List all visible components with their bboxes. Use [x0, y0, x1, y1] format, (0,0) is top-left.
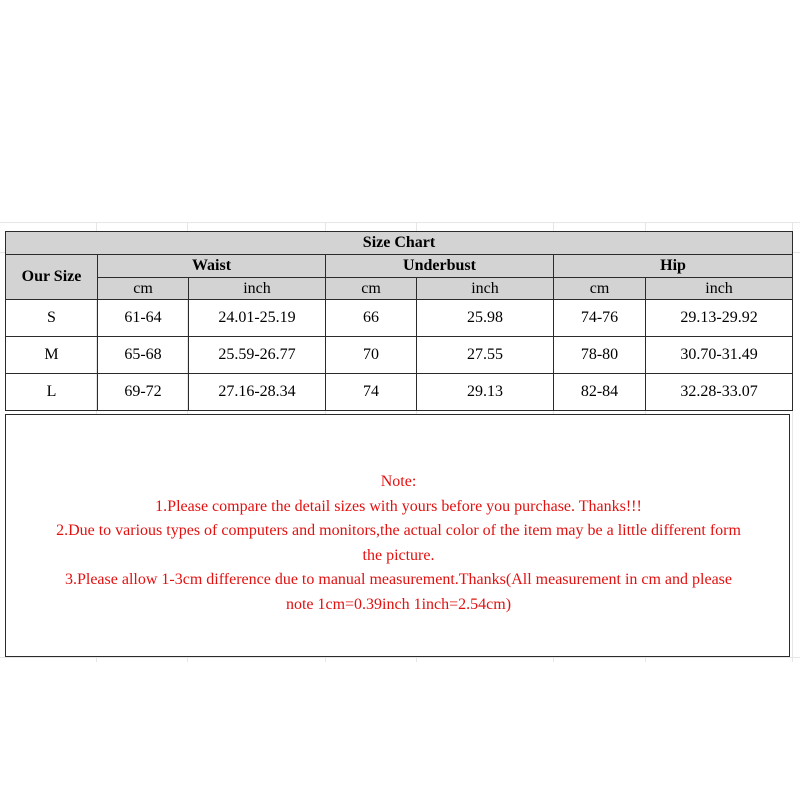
table-cell: 69-72: [98, 374, 189, 411]
table-cell: 74-76: [554, 300, 646, 337]
note-line: 2.Due to various types of computers and monitors,the actual color of the item may be a little different form: [56, 522, 741, 539]
table-cell: 74: [326, 374, 417, 411]
unit-header: inch: [189, 278, 326, 300]
unit-header: cm: [326, 278, 417, 300]
group-header-row: [6, 255, 793, 278]
size-cell: L: [6, 374, 98, 411]
table-cell: 29.13: [417, 374, 554, 411]
size-cell: M: [6, 337, 98, 374]
table-cell: 66: [326, 300, 417, 337]
unit-header: inch: [417, 278, 554, 300]
hip-header: Hip: [554, 255, 793, 278]
table-cell: 25.59-26.77: [189, 337, 326, 374]
waist-header: Waist: [98, 255, 326, 278]
note-box: [5, 414, 790, 657]
table-cell: 30.70-31.49: [646, 337, 793, 374]
title-row: [6, 232, 793, 255]
underbust-header: Underbust: [326, 255, 554, 278]
note-heading: Note:: [380, 473, 417, 490]
table-cell: 29.13-29.92: [646, 300, 793, 337]
size-cell: S: [6, 300, 98, 337]
unit-header: cm: [554, 278, 646, 300]
table-row: [6, 337, 793, 374]
table-cell: 70: [326, 337, 417, 374]
note-text: [6, 470, 791, 617]
note-line: 3.Please allow 1-3cm difference due to manual measurement.Thanks(All measurement in cm and please: [64, 571, 733, 588]
unit-header: cm: [98, 278, 189, 300]
table-cell: 78-80: [554, 337, 646, 374]
table-row: [6, 300, 793, 337]
table-row: [6, 374, 793, 411]
table-cell: 27.55: [417, 337, 554, 374]
table-cell: 61-64: [98, 300, 189, 337]
note-line: the picture.: [362, 546, 435, 564]
unit-header: inch: [646, 278, 793, 300]
unit-header-row: [6, 278, 793, 300]
size-column-header: Our Size: [6, 255, 98, 300]
table-cell: 25.98: [417, 300, 554, 337]
table-title: Size Chart: [6, 232, 793, 255]
note-line: 1.Please compare the detail sizes with yours before you purchase. Thanks!!!: [155, 497, 642, 515]
table-cell: 65-68: [98, 337, 189, 374]
size-chart-table: [5, 231, 793, 411]
note-line: note 1cm=0.39inch 1inch=2.54cm): [285, 595, 512, 613]
table-cell: 82-84: [554, 374, 646, 411]
table-cell: 27.16-28.34: [189, 374, 326, 411]
table-cell: 32.28-33.07: [646, 374, 793, 411]
table-cell: 24.01-25.19: [189, 300, 326, 337]
